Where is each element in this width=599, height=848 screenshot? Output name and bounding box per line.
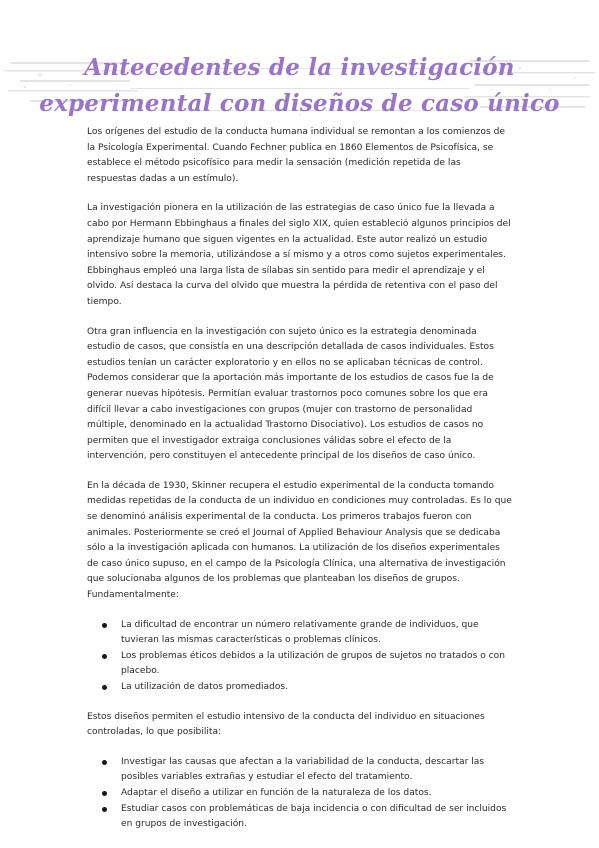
paragraph-case-studies: Otra gran influencia en la investigación con sujeto único es la estrategia denominada estudio de casos, que consistía en una descripción detallada de casos individuales. Estos estudios tenían un carácter exploratorio y en ellos no se aplicaban técnicas de control. Podemos considerar que la aportación más importante de los estudios de casos fue la de generar nuevas hipótesis. Permitían evaluar trastornos poco comunes sobre los que era difícil llevar a cabo investigaciones con grupos (mujer con trastorno de personalidad múltiple, denominado en la actualidad Trastorno Disociativo). Los estudios de casos no permiten que el investigador extraiga conclusiones válidas sobre el efecto de la intervención, pero constituyen el antecedente principal de los diseños de caso único. [87,326,494,462]
paragraph-skinner: En la década de 1930, Skinner recupera el estudio experimental de la conducta tomando medidas repetidas de la conducta de un individuo en condiciones muy controladas. Es lo que se denominó análisis experimental de la conducta. Los primeros trabajos fueron con animales. Posteriormente se creó el Journal of Applied Behaviour Analysis que se dedicaba sólo a la investigación aplicada con humanos. La utilización de los diseños experimentales de caso único supuso, en el campo de la Psicología Clínica, una alternativa de investigación que solucionaba algunos de los problemas que planteaban los diseños de grupos. Fundamentalmente: [87,480,512,601]
bullet-icon [102,760,107,765]
list-item: La dificultad de encontrar un número relativamente grande de individuos, que tuvieran las mismas características o problemas clínicos. [87,618,512,649]
bullet-icon [102,791,107,796]
bullet-icon [102,685,107,690]
bullet-icon [102,654,107,659]
bullet-list-problems [87,618,512,696]
list-item: Los problemas éticos debidos a la utilización de grupos de sujetos no tratados o con placebo. [87,649,512,680]
bullet-icon [102,623,107,628]
paragraph-designs: Estos diseños permiten el estudio intensivo de la conducta del individuo en situaciones controladas, lo que posibilita: [87,711,485,738]
title-banner [0,40,599,130]
page-title-line2: experimental con diseños de caso único [39,90,560,117]
list-item: Adaptar el diseño a utilizar en función de la naturaleza de los datos. [87,786,512,802]
page-title-line1: Antecedentes de la investigación [84,54,515,81]
paragraph-ebbinghaus: La investigación pionera en la utilización de las estrategias de caso único fue la llevada a cabo por Hermann Ebbinghaus a finales del siglo XIX, quien estableció algunos principios del aprendizaje humano que siguen vigentes en la actualidad. Este autor realizó un estudio intensivo sobre la memoria, utilizándose a sí mismo y a otros como sujetos experimentales. Ebbinghaus empleó una larga lista de sílabas sin sentido para medir el aprendizaje y el olvido. Así destaca la curva del olvido que muestra la pérdida de retentiva con el paso del tiempo. [87,203,511,307]
paragraph-origins: Los orígenes del estudio de la conducta humana individual se remontan a los comienzos de la Psicología Experimental. Cuando Fechner publica en 1860 Elementos de Psicofísica, se establece el método psicofísico para medir la sensación (medición repetida de las respuestas dadas a un estímulo). [87,127,505,184]
list-item: Investigar las causas que afectan a la variabilidad de la conducta, descartar las posibles variables extrañas y estudiar el efecto del tratamiento. [87,755,512,786]
document-body [87,125,512,847]
bullet-icon [102,807,107,812]
list-item: Estudiar casos con problemáticas de baja incidencia o con dificultad de ser incluidos en grupos de investigación. [87,802,512,833]
bullet-list-possibilities [87,755,512,833]
list-item: La utilización de datos promediados. [87,680,512,696]
